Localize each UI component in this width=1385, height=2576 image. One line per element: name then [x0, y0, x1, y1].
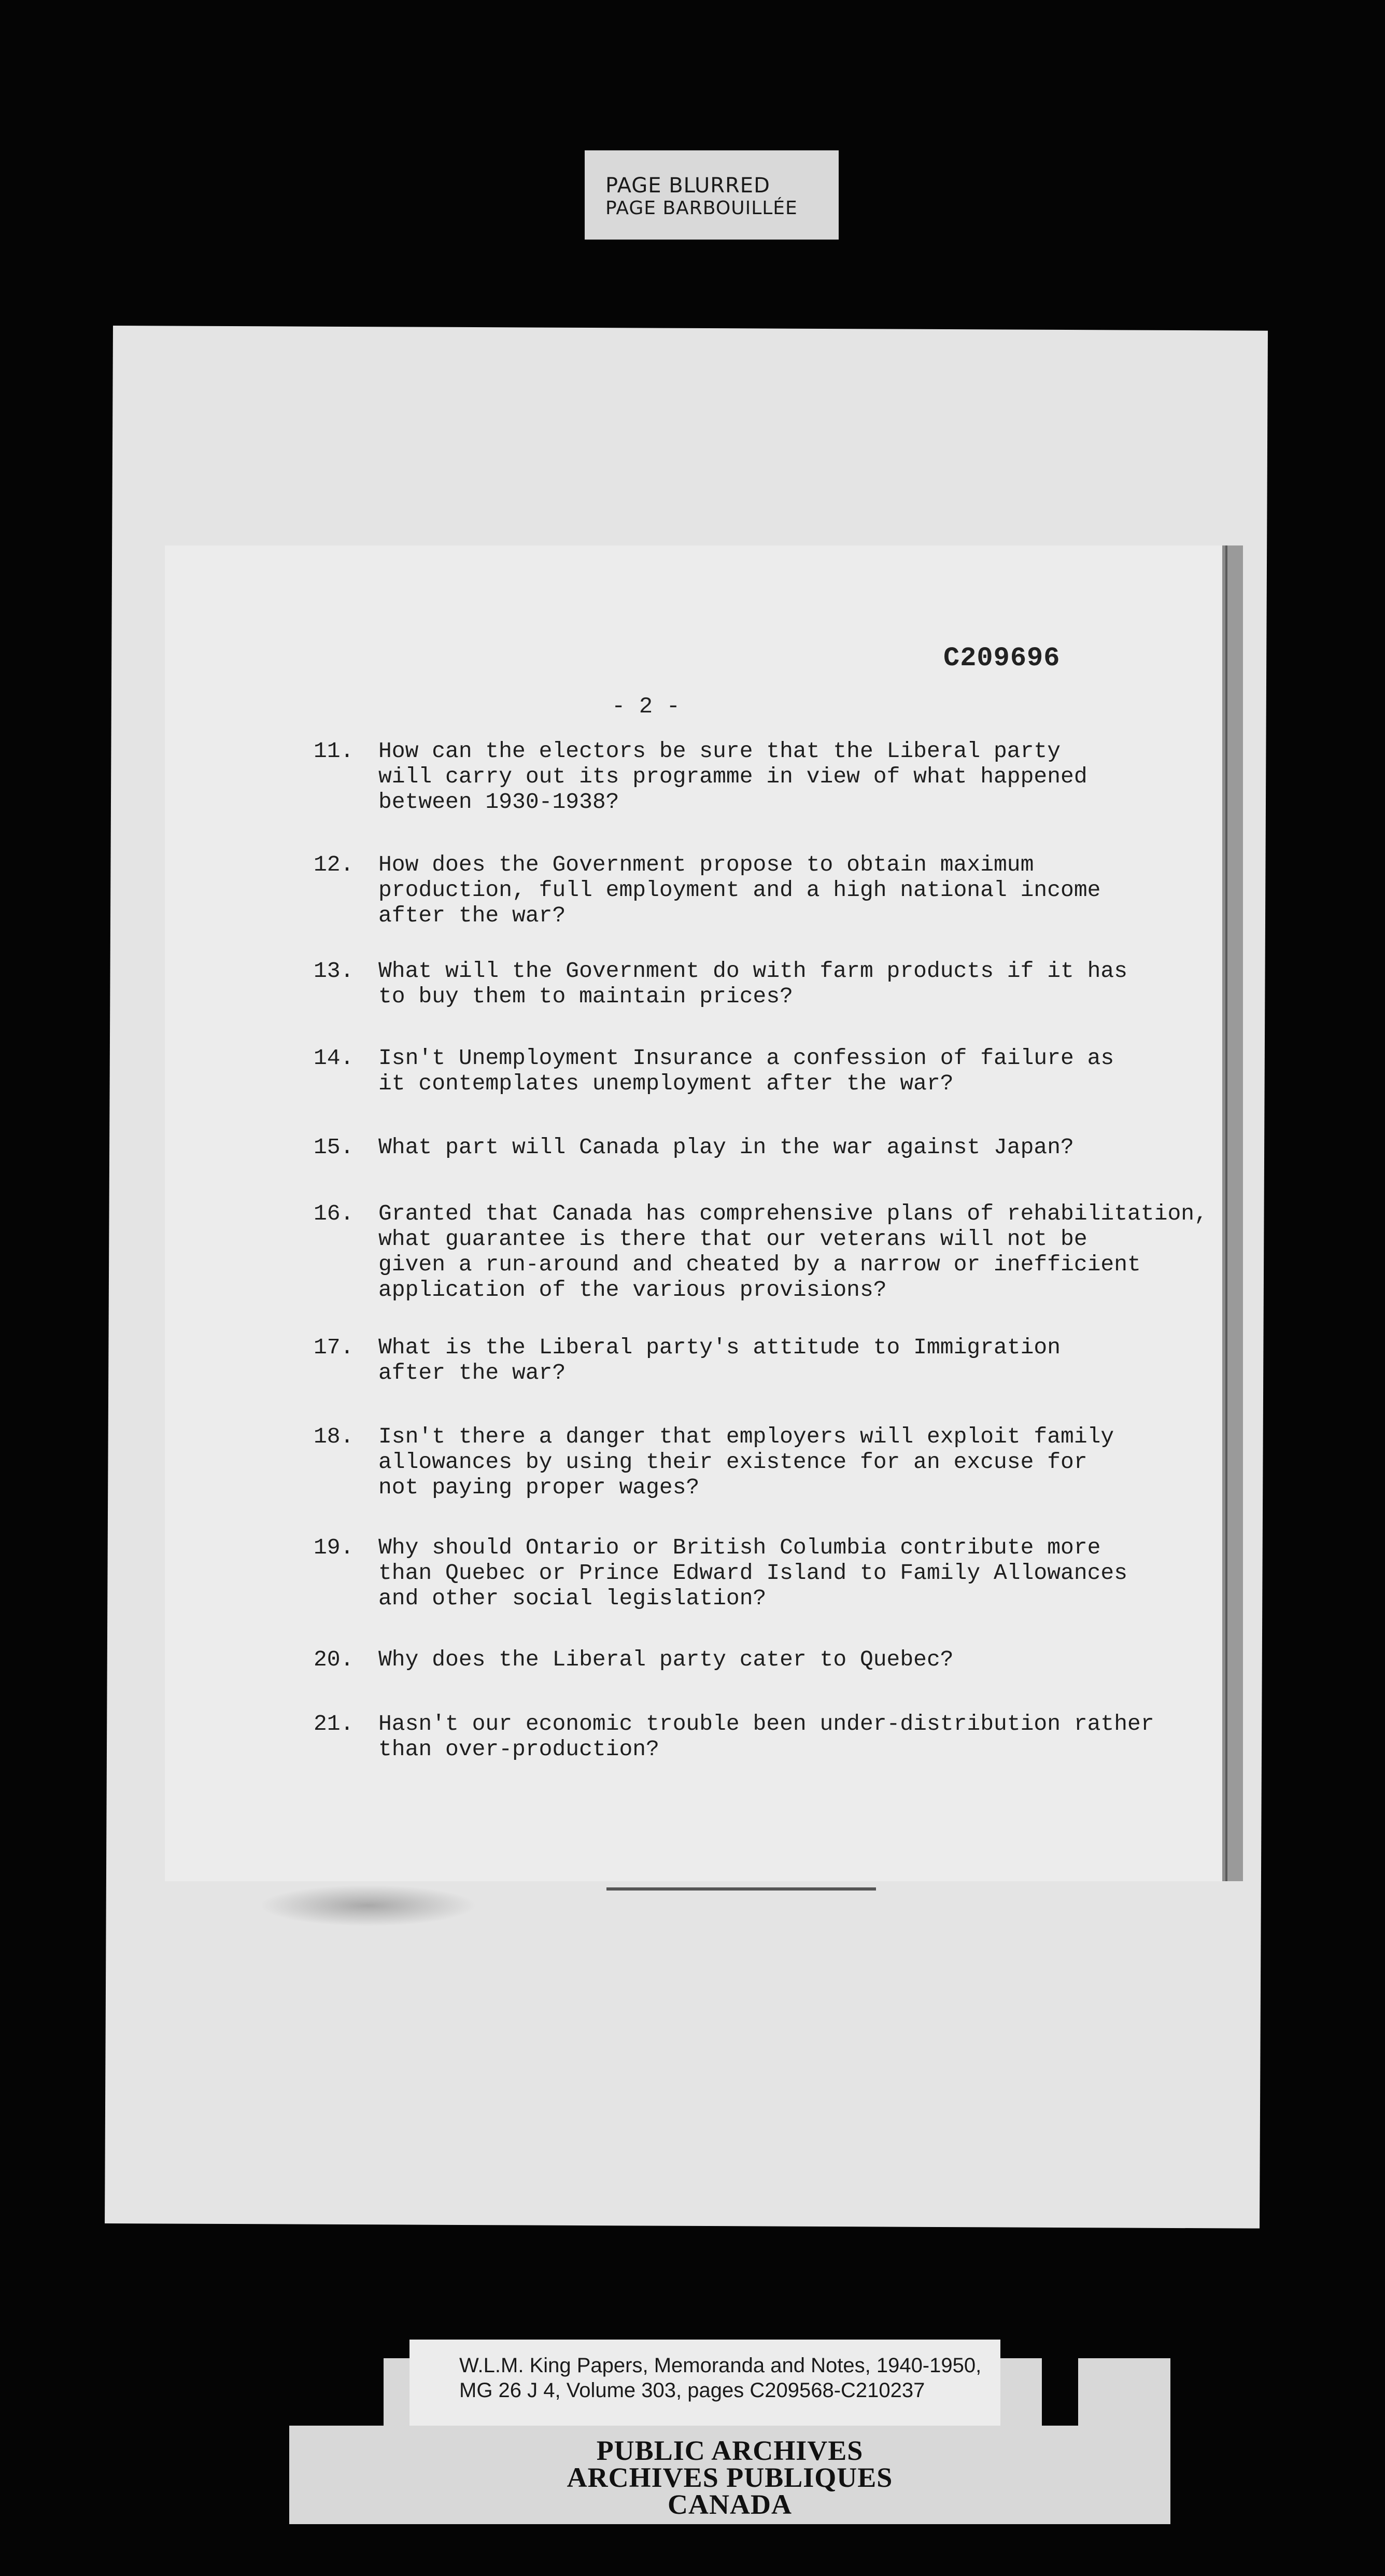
question-text: Isn't Unemployment Insurance a confession of failure as it contemplates unemployment after the war? — [378, 1045, 1114, 1096]
question-text: Why should Ontario or British Columbia contribute more than Quebec or Prince Edward Island to Family Allowances and other social legislation? — [378, 1535, 1128, 1611]
question-number: 11. — [314, 738, 354, 764]
archive-stamp — [289, 2437, 1170, 2518]
reference-line-1: W.L.M. King Papers, Memoranda and Notes, 1940-1950, — [459, 2354, 982, 2377]
reference-line-2: MG 26 J 4, Volume 303, pages C209568-C210237 — [459, 2379, 925, 2402]
question-number: 21. — [314, 1711, 354, 1737]
question-text: What part will Canada play in the war against Japan? — [378, 1135, 1074, 1160]
archive-block-notch — [289, 2358, 384, 2426]
question-number: 14. — [314, 1045, 354, 1071]
page-number: - 2 - — [612, 694, 681, 720]
question-number: 15. — [314, 1135, 354, 1160]
page-divider-line — [606, 1887, 876, 1891]
question-text: How can the electors be sure that the Liberal party will carry out its programme in view of what happened between 1930-1938? — [378, 738, 1087, 815]
question-text: What is the Liberal party's attitude to Immigration after the war? — [378, 1335, 1061, 1385]
page-smudge — [259, 1885, 477, 1926]
question-number: 12. — [314, 852, 354, 877]
question-text: Isn't there a danger that employers will exploit family allowances by using their existence for an excuse for not paying proper wages? — [378, 1424, 1114, 1500]
archive-block-notch — [1042, 2358, 1078, 2426]
question-number: 13. — [314, 958, 354, 984]
question-text: Why does the Liberal party cater to Quebec? — [378, 1647, 954, 1672]
archive-stamp-country: CANADA — [668, 2489, 792, 2520]
reference-label — [409, 2340, 1000, 2426]
archive-stamp-en: PUBLIC ARCHIVES — [596, 2435, 864, 2466]
question-number: 20. — [314, 1647, 354, 1672]
page-blurred-label-en: PAGE BLURRED — [605, 174, 770, 198]
archive-stamp-fr: ARCHIVES PUBLIQUES — [567, 2462, 893, 2493]
question-number: 17. — [314, 1335, 354, 1360]
question-text: Granted that Canada has comprehensive plans of rehabilitation, what guarantee is there that our veterans will not be given a run-around and cheated by a narrow or inefficient application of the various provisions? — [378, 1201, 1208, 1303]
page-blurred-label — [585, 150, 839, 240]
page-blurred-label-fr: PAGE BARBOUILLÉE — [605, 198, 798, 219]
document-code: C209696 — [943, 643, 1061, 674]
question-text: Hasn't our economic trouble been under-distribution rather than over-production? — [378, 1711, 1154, 1762]
question-number: 16. — [314, 1201, 354, 1226]
question-number: 19. — [314, 1535, 354, 1560]
question-number: 18. — [314, 1424, 354, 1449]
question-text: What will the Government do with farm products if it has to buy them to maintain prices? — [378, 958, 1128, 1009]
question-text: How does the Government propose to obtain maximum production, full employment and a high national income after the war? — [378, 852, 1101, 928]
